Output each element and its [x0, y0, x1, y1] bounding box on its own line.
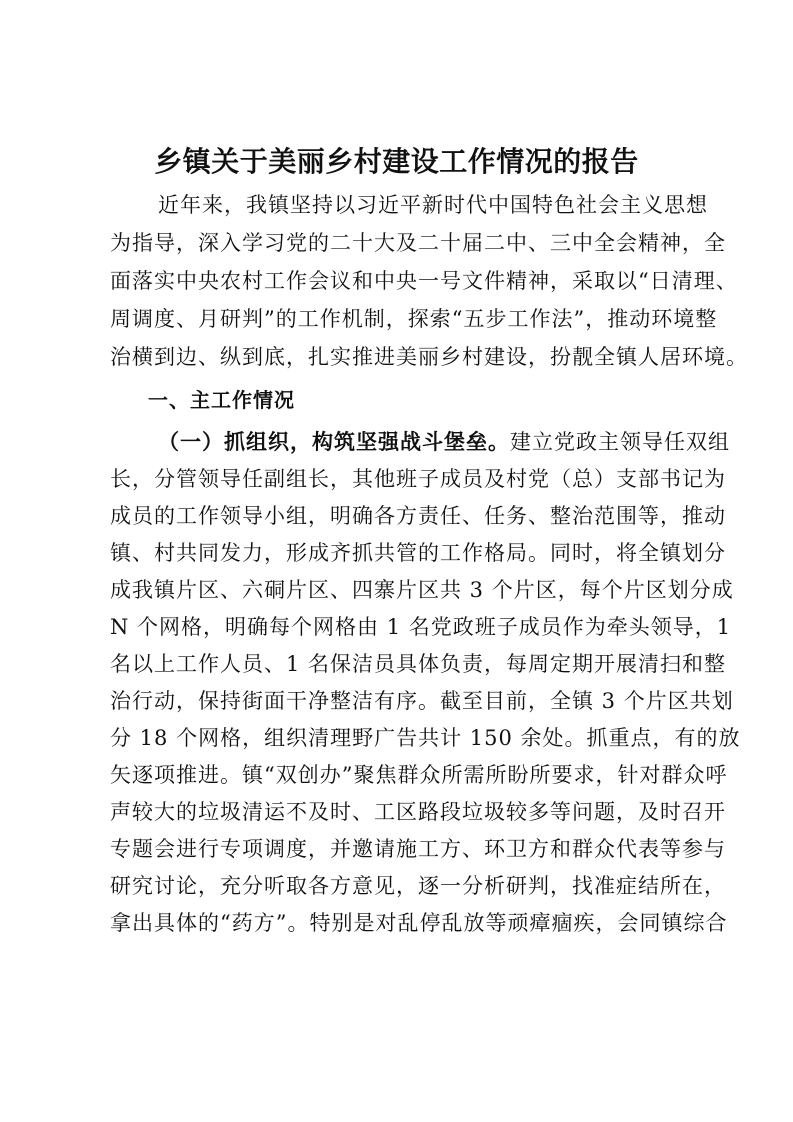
- paragraph-line: N 个网格，明确每个网格由 1 名党政班子成员作为牵头领导，1: [110, 615, 732, 639]
- document-title: 乡镇关于美丽乡村建设工作情况的报告: [154, 145, 639, 178]
- paragraph-line: 专题会进行专项调度，并邀请施工方、环卫方和群众代表等参与: [110, 837, 726, 861]
- paragraph-line: 研究讨论，充分听取各方意见，逐一分析研判，找准症结所在，: [110, 874, 726, 898]
- paragraph-line: 拿出具体的“药方”。特别是对乱停乱放等顽瘴痼疾，会同镇综合: [110, 911, 728, 935]
- paragraph-line: 成我镇片区、六硐片区、四寨片区共 3 个片区，每个片区划分成: [110, 578, 734, 602]
- paragraph-line: 分 18 个网格，组织清理野广告共计 150 余处。抓重点，有的放: [110, 726, 741, 750]
- paragraph-line: 名以上工作人员、1 名保洁员具体负责，每周定期开展清扫和整: [110, 652, 727, 676]
- paragraph-line: 声较大的垃圾清运不及时、工区路段垃圾较多等问题，及时召开: [110, 800, 726, 824]
- paragraph-text: 建立党政主领导任双组: [510, 430, 730, 454]
- document-body: [110, 186, 748, 942]
- intro-line: 治横到边、纵到底，扎实推进美丽乡村建设，扮靓全镇人居环境。: [110, 345, 748, 369]
- subsection-paragraph: [110, 424, 741, 942]
- paragraph-line: 成员的工作领导小组，明确各方责任、任务、整治范围等，推动: [110, 504, 726, 528]
- subsection-lead: （一）抓组织，构筑坚强战斗堡垒。: [158, 430, 510, 454]
- intro-line: 面落实中央农村工作会议和中央一号文件精神，采取以“日清理、: [110, 269, 738, 293]
- paragraph-line: 矢逐项推进。镇“双创办”聚焦群众所需所盼所要求，针对群众呼: [110, 763, 728, 787]
- paragraph-line: 镇、村共同发力，形成齐抓共管的工作格局。同时，将全镇划分: [110, 541, 726, 565]
- paragraph-first-line: [110, 424, 730, 461]
- intro-line: 周调度、月研判”的工作机制，探索“五步工作法”，推动环境整: [110, 307, 718, 331]
- intro-paragraph: [110, 186, 748, 376]
- paragraph-line: 治行动，保持街面干净整洁有序。截至目前，全镇 3 个片区共划: [110, 689, 734, 713]
- intro-line: 近年来，我镇坚持以习近平新时代中国特色社会主义思想: [158, 193, 708, 217]
- section-heading: 一、主工作情况: [148, 388, 295, 412]
- intro-line: 为指导，深入学习党的二十大及二十届二中、三中全会精神，全: [110, 231, 726, 255]
- paragraph-line: 长，分管领导任副组长，其他班子成员及村党（总）支部书记为: [110, 467, 726, 491]
